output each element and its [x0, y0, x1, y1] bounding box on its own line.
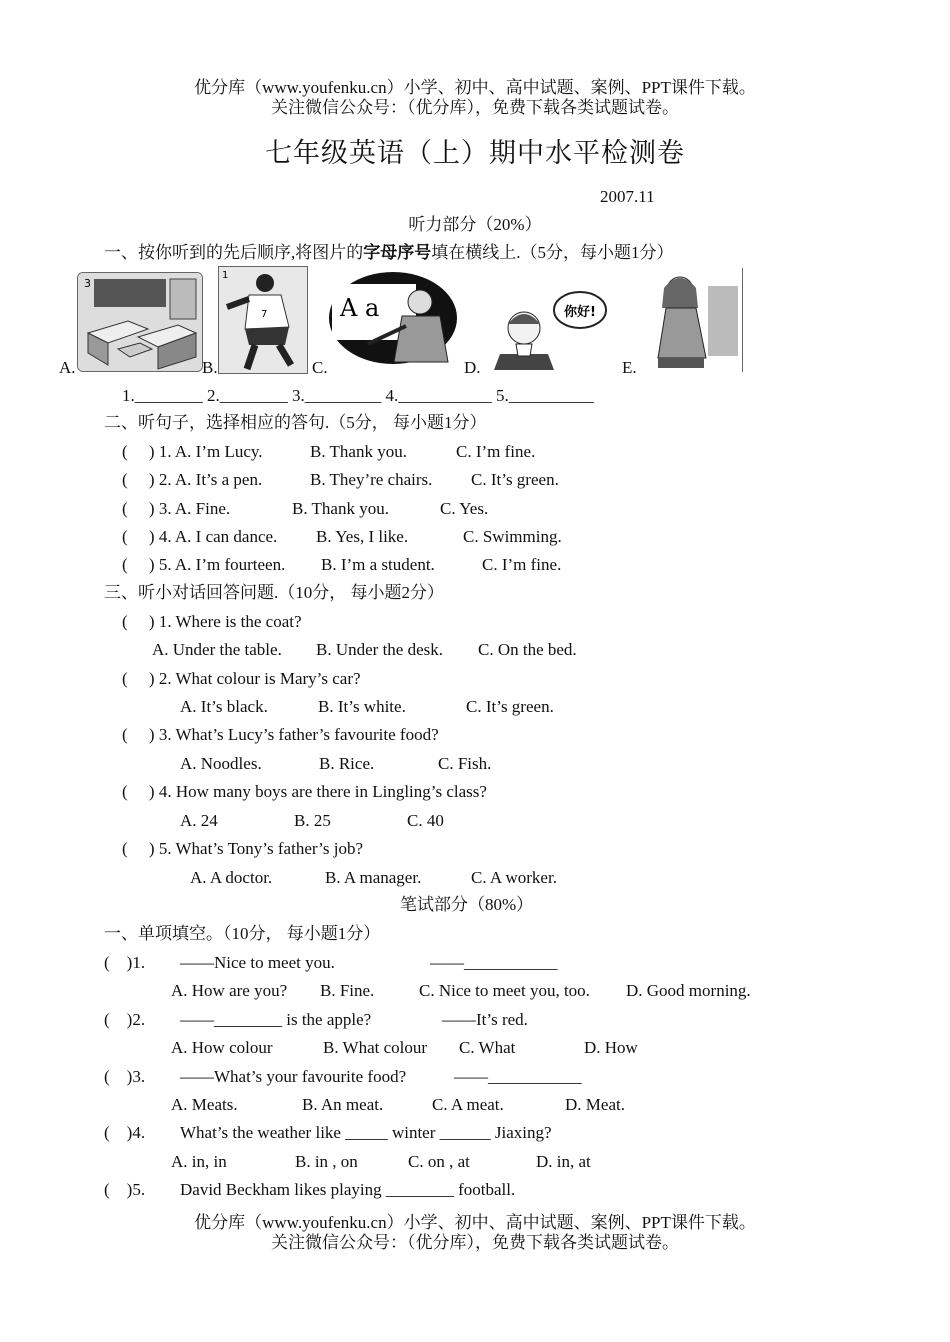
- part3-q4-c: C. 40: [407, 811, 444, 830]
- part3-q3-b: B. Rice.: [319, 754, 375, 773]
- badge-3: 3: [84, 277, 91, 290]
- part3-q1: ( ) 1. Where is the coat?: [122, 612, 302, 631]
- w-q4-opt-d: D. in, at: [536, 1152, 591, 1171]
- part2-q1-b: B. Thank you.: [310, 442, 407, 461]
- listening-part1-title: [104, 244, 674, 261]
- w-q3-opt-b: B. An meat.: [302, 1095, 384, 1114]
- image-label-d: D.: [464, 358, 481, 377]
- part3-q2-c: C. It’s green.: [466, 697, 554, 716]
- picture-a-classroom: [77, 272, 203, 372]
- w-q5-text: David Beckham likes playing ________ football.: [180, 1180, 516, 1199]
- w-q2-opt-b: B. What colour: [323, 1038, 428, 1057]
- part2-q4-b: B. Yes, I like.: [316, 527, 409, 546]
- part3-q4-b: B. 25: [294, 811, 331, 830]
- w-q2-opt-a: A. How colour: [171, 1038, 273, 1057]
- writing-part1-title: 一、单项填空。（10分， 每小题1分）: [104, 924, 381, 943]
- svg-text:7: 7: [261, 309, 268, 320]
- teacher-illustration: [328, 270, 458, 366]
- w-q2-opt-c: C. What: [459, 1038, 516, 1057]
- part2-q5-b: B. I’m a student.: [321, 555, 435, 574]
- part2-q2-b: B. They’re chairs.: [310, 470, 433, 489]
- w-q2-opt-d: D. How: [584, 1038, 638, 1057]
- w-q1-response: ——___________: [430, 953, 558, 972]
- writing-heading: 笔试部分（80%）: [400, 895, 534, 914]
- part3-q1-c: C. On the bed.: [478, 640, 577, 659]
- w-q3-opt-a: A. Meats.: [171, 1095, 238, 1114]
- w-q1-opt-b: B. Fine.: [320, 981, 375, 1000]
- picture-d-greeting-boy: [494, 284, 614, 370]
- w-q4-num: ( )4.: [104, 1123, 146, 1142]
- picture-b-soccer-player: [218, 266, 308, 374]
- w-q3-text: ——What’s your favourite food?: [180, 1067, 407, 1086]
- header-line-1: 优分库（www.youfenku.cn）小学、初中、高中试题、案例、PPT课件下载。: [194, 78, 756, 97]
- w-q2-num: ( )2.: [104, 1010, 146, 1029]
- part3-q2-b: B. It’s white.: [318, 697, 406, 716]
- part3-q5-a: A. A doctor.: [190, 868, 273, 887]
- part3-q4-a: A. 24: [180, 811, 218, 830]
- title-pre: 一、按你听到的先后顺序,将图片的: [104, 243, 364, 262]
- part2-q4-c: C. Swimming.: [463, 527, 562, 546]
- part2-q2-c: C. It’s green.: [471, 470, 559, 489]
- part3-q4: ( ) 4. How many boys are there in Lingling’s class?: [122, 782, 487, 801]
- part3-q5-b: B. A manager.: [325, 868, 422, 887]
- footer-line-2: 关注微信公众号：（优分库），免费下载各类试题试卷。: [271, 1233, 679, 1252]
- part2-q5: ( ) 5. A. I’m fourteen.: [122, 555, 286, 574]
- part3-q3: ( ) 3. What’s Lucy’s father’s favourite food?: [122, 725, 439, 744]
- w-q1-opt-d: D. Good morning.: [626, 981, 751, 1000]
- listening-part3-title: 三、听小对话回答问题.（10分， 每小题2分）: [104, 583, 444, 602]
- badge-1: 1: [222, 270, 229, 281]
- image-label-c: C.: [312, 358, 328, 377]
- answer-blanks: 1.________ 2.________ 3._________ 4.___________ 5.__________: [122, 386, 594, 405]
- w-q4-text: What’s the weather like _____ winter ______ Jiaxing?: [180, 1123, 552, 1142]
- image-label-a: A.: [59, 358, 76, 377]
- part3-q1-a: A. Under the table.: [152, 640, 282, 659]
- header-line-2: 关注微信公众号：（优分库），免费下载各类试题试卷。: [271, 98, 679, 117]
- part3-q1-b: B. Under the desk.: [316, 640, 444, 659]
- w-q5-num: ( )5.: [104, 1180, 146, 1199]
- part2-q3-c: C. Yes.: [440, 499, 489, 518]
- part2-q4: ( ) 4. A. I can dance.: [122, 527, 278, 546]
- classroom-illustration: [78, 273, 202, 371]
- girl-illustration: [652, 268, 742, 372]
- listening-part2-title: 二、听句子，选择相应的答句.（5分， 每小题1分）: [104, 413, 487, 432]
- w-q3-num: ( )3.: [104, 1067, 146, 1086]
- w-q4-opt-c: C. on , at: [408, 1152, 470, 1171]
- w-q1-opt-a: A. How are you?: [171, 981, 288, 1000]
- w-q4-opt-a: A. in, in: [171, 1152, 227, 1171]
- part2-q1: ( ) 1. A. I’m Lucy.: [122, 442, 263, 461]
- w-q4-opt-b: B. in , on: [295, 1152, 358, 1171]
- image-label-b: B.: [202, 358, 218, 377]
- picture-e-girl: [652, 268, 743, 372]
- part3-q3-c: C. Fish.: [438, 754, 492, 773]
- greeting-boy-illustration: [494, 284, 614, 370]
- listening-heading: 听力部分（20%）: [408, 215, 542, 234]
- footer-line-1: 优分库（www.youfenku.cn）小学、初中、高中试题、案例、PPT课件下载。: [194, 1213, 756, 1232]
- w-q3-response: ——___________: [454, 1067, 582, 1086]
- part3-q2-a: A. It’s black.: [180, 697, 268, 716]
- w-q2-response: ——It’s red.: [442, 1010, 528, 1029]
- w-q1-num: ( )1.: [104, 953, 146, 972]
- part2-q3: ( ) 3. A. Fine.: [122, 499, 231, 518]
- w-q1-opt-c: C. Nice to meet you, too.: [419, 981, 590, 1000]
- w-q2-text: ——________ is the apple?: [180, 1010, 372, 1029]
- w-q3-opt-c: C. A meat.: [432, 1095, 504, 1114]
- part3-q5: ( ) 5. What’s Tony’s father’s job?: [122, 839, 364, 858]
- part3-q2: ( ) 2. What colour is Mary’s car?: [122, 669, 361, 688]
- part2-q1-c: C. I’m fine.: [456, 442, 536, 461]
- w-q3-opt-d: D. Meat.: [565, 1095, 625, 1114]
- page-title: 七年级英语（上）期中水平检测卷: [265, 138, 685, 168]
- title-bold: 字母序号: [363, 243, 432, 262]
- part2-q2: ( ) 2. A. It’s a pen.: [122, 470, 263, 489]
- title-post: 填在横线上.（5分，每小题1分）: [431, 243, 674, 262]
- picture-c-teacher: [328, 270, 458, 366]
- board-letters: A a: [340, 294, 380, 322]
- soccer-player-illustration: [219, 267, 307, 373]
- speech-bubble-text: 你好!: [564, 305, 596, 320]
- part2-q3-b: B. Thank you.: [292, 499, 389, 518]
- part3-q3-a: A. Noodles.: [180, 754, 262, 773]
- part3-q5-c: C. A worker.: [471, 868, 557, 887]
- image-label-e: E.: [622, 358, 637, 377]
- exam-date: 2007.11: [600, 187, 655, 206]
- part2-q5-c: C. I’m fine.: [482, 555, 562, 574]
- w-q1-text: ——Nice to meet you.: [180, 953, 335, 972]
